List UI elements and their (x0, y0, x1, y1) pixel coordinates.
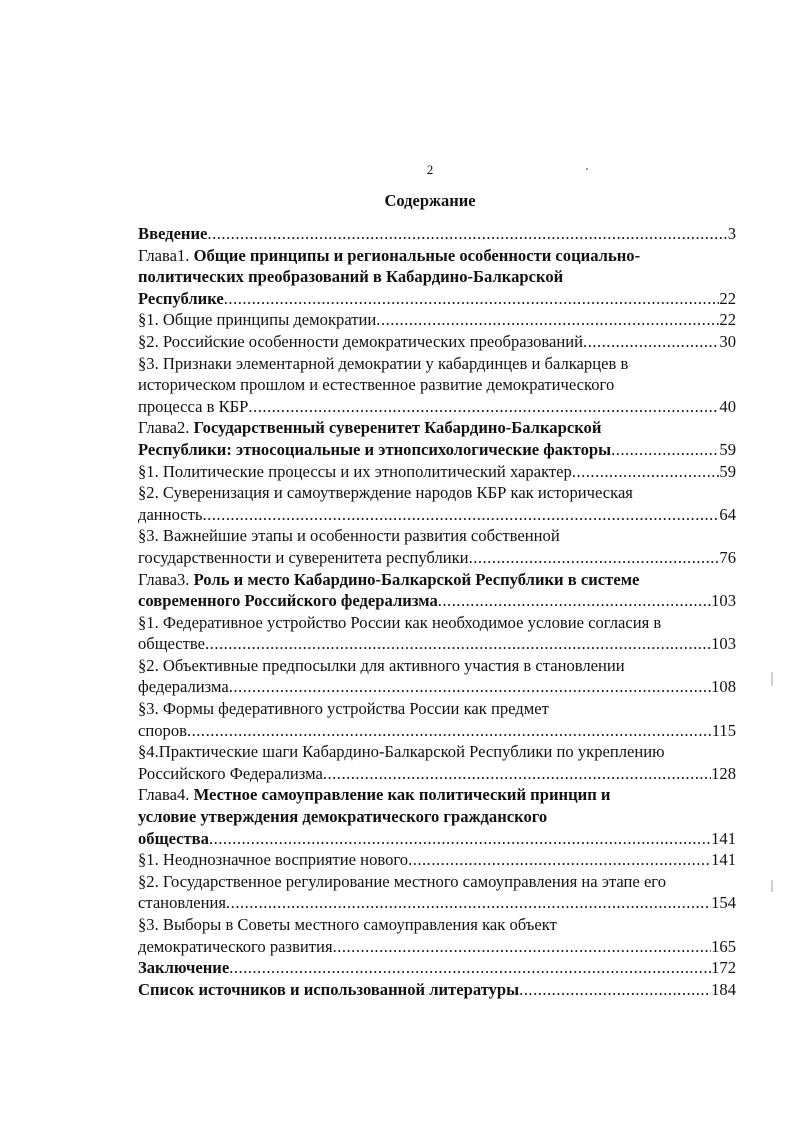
toc-section-1-2[interactable] (138, 331, 736, 353)
toc-entry-label: споров (138, 720, 187, 740)
dot-leader (376, 309, 719, 331)
toc-entry-intro[interactable] (138, 223, 736, 245)
toc-section-3-4[interactable] (138, 741, 736, 784)
toc-line (138, 417, 736, 439)
toc-entry-label: Введение (138, 224, 208, 243)
toc-entry-label: федерализма (138, 677, 229, 697)
toc-section-4-1[interactable] (138, 849, 736, 871)
dot-leader (519, 979, 711, 1001)
toc-line (138, 828, 736, 850)
chapter-prefix: Глава3. (138, 569, 194, 589)
toc-entry-label: становления (138, 893, 227, 913)
dot-leader (207, 223, 727, 245)
chapter-title: Роль и место Кабардино-Балкарской Республики в системе (193, 569, 640, 589)
toc-entry-label: государственности и суверенитета республики (138, 547, 469, 567)
chapter-title: Местное самоуправление как политический принцип и (193, 785, 611, 805)
toc-line: §1. Федеративное устройство России как необходимое условие согласия в (138, 612, 662, 632)
toc-section-3-1[interactable] (138, 612, 736, 655)
toc-entry-label: Список источников и использованной литературы (138, 979, 520, 999)
toc-entry-label: общества (138, 828, 209, 848)
toc-page-number: 103 (711, 591, 736, 611)
toc-line (138, 676, 736, 698)
toc-page-number: 165 (711, 936, 736, 956)
toc-line (138, 396, 736, 418)
toc-section-2-2[interactable] (138, 482, 736, 525)
toc-line (138, 504, 736, 526)
dot-leader (323, 763, 711, 785)
toc-page-number: 103 (711, 634, 736, 654)
toc-entry-label: современного Российского федерализма (138, 591, 438, 611)
toc-section-3-3[interactable] (138, 698, 736, 741)
toc-page-number: 172 (711, 958, 736, 978)
toc-page-number: 128 (711, 763, 736, 783)
dot-leader (248, 396, 719, 418)
dot-leader (572, 461, 720, 483)
dot-leader (438, 590, 711, 612)
toc-line (138, 633, 736, 655)
toc-page-number: 64 (719, 504, 736, 524)
toc-page-number: 3 (727, 224, 736, 243)
toc-page-number: 76 (719, 547, 736, 567)
toc-line (138, 784, 736, 806)
toc-entry-label: демократического развития (138, 936, 333, 956)
toc-page-number: 108 (711, 677, 736, 697)
toc-page-number: 115 (711, 720, 736, 740)
toc-page-number: 184 (711, 979, 736, 999)
dot-leader (224, 288, 720, 310)
toc-line (138, 720, 736, 742)
dot-leader (333, 936, 712, 958)
page-number: 2 (426, 162, 434, 177)
dot-leader (583, 331, 719, 353)
dot-leader (229, 957, 711, 979)
toc-entry-label: Республики: этносоциальные и этнопсихологические факторы (138, 439, 612, 459)
toc-page-number: 141 (711, 828, 736, 848)
toc-section-2-3[interactable] (138, 525, 736, 568)
dot-leader (202, 504, 719, 526)
toc-entry-label: §1. Политические процессы и их этнополитический характер (138, 461, 572, 481)
toc-entry-sources[interactable] (138, 979, 736, 1001)
toc-line: историческом прошлом и естественное развитие демократического (138, 375, 615, 395)
toc-line: политических преобразований в Кабардино-Балкарской (138, 267, 564, 287)
toc-entry-label: Заключение (138, 958, 230, 978)
dot-leader (469, 547, 720, 569)
toc-line: §2. Объективные предпосылки для активного участия в становлении (138, 655, 625, 675)
toc-section-4-3[interactable] (138, 914, 736, 957)
dot-leader (187, 720, 712, 742)
toc-section-1-1[interactable] (138, 309, 736, 331)
dot-leader (611, 439, 719, 461)
toc-section-2-1[interactable] (138, 461, 736, 483)
toc-entry-label: §1. Общие принципы демократии (138, 310, 377, 330)
toc-line (138, 763, 736, 785)
dot-leader (226, 892, 711, 914)
toc-entry-label: Российского Федерализма (138, 763, 323, 783)
dot-leader (205, 633, 711, 655)
chapter-title: Государственный суверенитет Кабардино-Балкарской (193, 418, 602, 438)
dot-leader (209, 828, 711, 850)
toc-page-number: 59 (719, 461, 736, 481)
toc-entry-label: данность (138, 504, 203, 524)
toc-line: условие утверждения демократического гражданского (138, 807, 548, 827)
toc-line: §3. Признаки элементарной демократии у кабардинцев и балкарцев в (138, 353, 629, 373)
toc-entry-label: процесса в КБР (138, 396, 249, 416)
toc-section-1-3[interactable] (138, 353, 736, 418)
toc-entry-conclusion[interactable] (138, 957, 736, 979)
toc-section-3-2[interactable] (138, 655, 736, 698)
toc-entry-label: обществе (138, 634, 206, 654)
toc-line (138, 590, 736, 612)
chapter-title: Общие принципы и региональные особенности социально- (193, 245, 641, 265)
dot-leader (229, 676, 711, 698)
toc-line: §2. Государственное регулирование местного самоуправления на этапе его (138, 871, 666, 891)
toc-line: §4.Практические шаги Кабардино-Балкарской Республики по укреплению (138, 742, 665, 762)
toc-section-4-2[interactable] (138, 871, 736, 914)
toc-line (138, 288, 736, 310)
scan-margin-mark (771, 672, 773, 686)
toc-line (138, 892, 736, 914)
toc-line: §3. Формы федеративного устройства России как предмет (138, 699, 549, 719)
chapter-prefix: Глава1. (138, 245, 194, 265)
toc-entry-label: §1. Неоднозначное восприятие нового (138, 850, 409, 870)
toc-line: §2. Суверенизация и самоутверждение народов КБР как историческая (138, 483, 633, 503)
document-title: Содержание (384, 191, 476, 210)
toc-line: §3. Выборы в Советы местного самоуправления как объект (138, 915, 557, 934)
toc-entry-label: §2. Российские особенности демократических преобразований (138, 331, 584, 351)
toc-page-number: 59 (719, 439, 736, 459)
toc-line (138, 936, 736, 958)
toc-page-number: 40 (719, 396, 736, 416)
toc-page-number: 154 (711, 893, 736, 913)
dot-leader (408, 849, 711, 871)
toc-page-number: 22 (719, 288, 736, 308)
toc-chapter-2[interactable] (138, 417, 736, 460)
scan-margin-mark (771, 880, 773, 892)
toc-line (138, 547, 736, 569)
toc-line: §3. Важнейшие этапы и особенности развития собственной (138, 526, 560, 546)
toc-page-number: 22 (719, 310, 736, 330)
toc-line (138, 245, 736, 267)
toc-line (138, 439, 736, 461)
toc-line (138, 569, 736, 591)
chapter-prefix: Глава4. (138, 785, 194, 805)
toc-page-number: 141 (711, 850, 736, 870)
toc-chapter-4[interactable] (138, 784, 736, 849)
scan-speck (586, 168, 588, 170)
toc-chapter-3[interactable] (138, 569, 736, 612)
toc-chapter-1[interactable] (138, 245, 736, 310)
chapter-prefix: Глава2. (138, 418, 194, 438)
table-of-contents (138, 223, 736, 1000)
toc-page-number: 30 (719, 331, 736, 351)
toc-entry-label: Республике (138, 288, 224, 308)
